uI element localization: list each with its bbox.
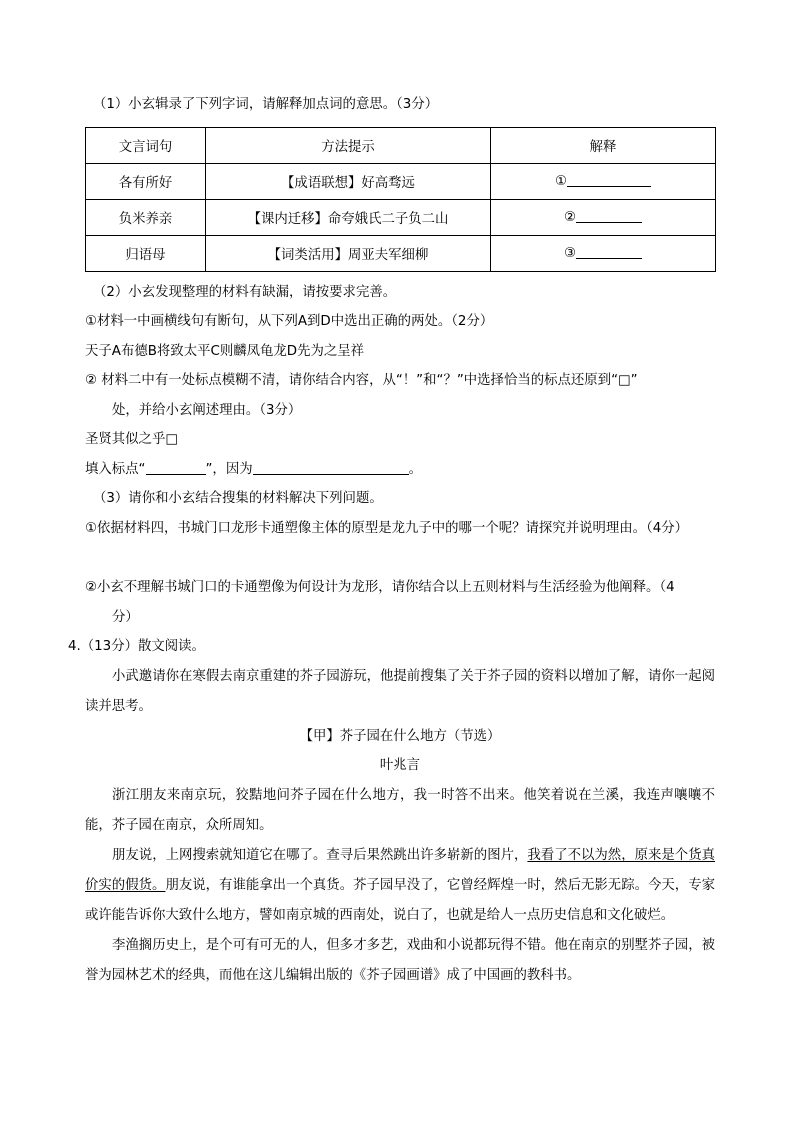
answer-space[interactable] bbox=[85, 543, 715, 573]
table-row bbox=[86, 163, 716, 199]
answer-marker: ① bbox=[554, 174, 567, 189]
term-cell: 负米养亲 bbox=[86, 199, 206, 235]
fill-mid: ”，因为 bbox=[205, 461, 253, 477]
paragraph-segment: 朋友说，上网搜索就知道它在哪了。查寻后果然跳出许多崭新的图片， bbox=[112, 847, 528, 863]
fill-suffix: 。 bbox=[408, 461, 422, 477]
hint-cell: 【成语联想】好高骛远 bbox=[206, 163, 491, 199]
question-3-item-2-line-2: 分） bbox=[112, 609, 139, 625]
question-3-prompt: （3）请你和小玄结合搜集的材料解决下列问题。 bbox=[93, 491, 383, 506]
question-2-fill-line bbox=[85, 455, 715, 485]
term-cell: 归语母 bbox=[86, 235, 206, 271]
passage-paragraph bbox=[85, 841, 715, 931]
paragraph-segment: 李渔搁历史上，是个可有可无的人，但多才多艺，戏曲和小说都玩得不错。他在南京的别墅芥子园，被誉为园林艺术的经典，而他在这儿编辑出版的《芥子园画谱》成了中国画的教科书。 bbox=[85, 937, 715, 983]
question-1-prompt: （1）小玄辑录了下列字词，请解释加点词的意思。（3分） bbox=[93, 97, 439, 112]
answer-blank[interactable] bbox=[576, 245, 642, 259]
question-2-item-2-line-1: ② 材料二中有一处标点模糊不清，请你结合内容，从“！”和“？”中选择恰当的标点还原到“□” bbox=[85, 373, 638, 388]
vocabulary-table bbox=[85, 127, 716, 272]
passage-title: 【甲】芥子园在什么地方（节选） bbox=[299, 728, 501, 744]
question-3-item-1: ①依据材料四，书城门口龙形卡通塑像主体的原型是龙九子中的哪一个呢？请探究并说明理由。（4分） bbox=[85, 520, 689, 536]
answer-blank[interactable] bbox=[567, 173, 651, 187]
paragraph-segment: 朋友说，有谁能拿出一个真货。芥子园早没了，它曾经辉煌一时，然后无影无踪。今天，专家或许能告诉你大致什么地方，譬如南京城的西南处，说白了，也就是给人一点历史信息和文化破烂。 bbox=[85, 877, 716, 923]
question-2-item-2-line-2: 处，并给小玄阐述理由。（3分） bbox=[112, 402, 302, 418]
hint-cell: 【词类活用】周亚夫军细柳 bbox=[206, 235, 491, 271]
passage-paragraph bbox=[85, 931, 715, 991]
question-2-item-1: ①材料一中画横线句有断句，从下列A到D中选出正确的两处。（2分） bbox=[85, 314, 494, 329]
answer-cell[interactable] bbox=[491, 199, 716, 235]
answer-cell[interactable] bbox=[491, 235, 716, 271]
question-2-item-2-sentence: 圣贤其似之乎□ bbox=[85, 432, 178, 447]
reason-blank[interactable] bbox=[253, 462, 409, 475]
paragraph-segment-underlined: 我看了不以为然，原来是个货真价实的假货。 bbox=[85, 847, 715, 893]
passage-author: 叶兆言 bbox=[379, 758, 421, 773]
passage-paragraph bbox=[85, 781, 715, 841]
answer-blank[interactable] bbox=[576, 209, 642, 223]
term-cell: 各有所好 bbox=[86, 163, 206, 199]
fill-prefix: 填入标点“ bbox=[85, 461, 146, 477]
question-4-intro: 小武邀请你在寒假去南京重建的芥子园游玩，他提前搜集了关于芥子园的资料以增加了解，请你一起阅读并思考。 bbox=[85, 668, 715, 714]
answer-cell[interactable] bbox=[491, 163, 716, 199]
column-header-hint: 方法提示 bbox=[206, 127, 491, 163]
table-row bbox=[86, 199, 716, 235]
table-header-row bbox=[86, 127, 716, 163]
paragraph-segment: 浙江朋友来南京玩，狡黠地问芥子园在什么地方，我一时答不出来。他笑着说在兰溪，我连声嚷嚷不能，芥子园在南京，众所周知。 bbox=[85, 787, 715, 833]
column-header-term: 文言词句 bbox=[86, 127, 206, 163]
hint-cell: 【课内迁移】命夸娥氏二子负二山 bbox=[206, 199, 491, 235]
column-header-answer: 解释 bbox=[491, 127, 716, 163]
question-3-item-2-line-1: ②小玄不理解书城门口的卡通塑像为何设计为龙形，请你结合以上五则材料与生活经验为他阐释。（4 bbox=[85, 580, 675, 595]
punctuation-blank[interactable] bbox=[146, 462, 206, 475]
answer-marker: ② bbox=[563, 210, 576, 225]
question-2-item-1-sentence: 天子A布德B将致太平C则麟凤龟龙D先为之呈祥 bbox=[85, 343, 365, 359]
question-2-prompt: （2）小玄发现整理的材料有缺漏，请按要求完善。 bbox=[93, 284, 397, 300]
table-row bbox=[86, 235, 716, 271]
question-4-heading: 4.（13分）散文阅读。 bbox=[68, 639, 205, 654]
answer-marker: ③ bbox=[563, 246, 576, 261]
